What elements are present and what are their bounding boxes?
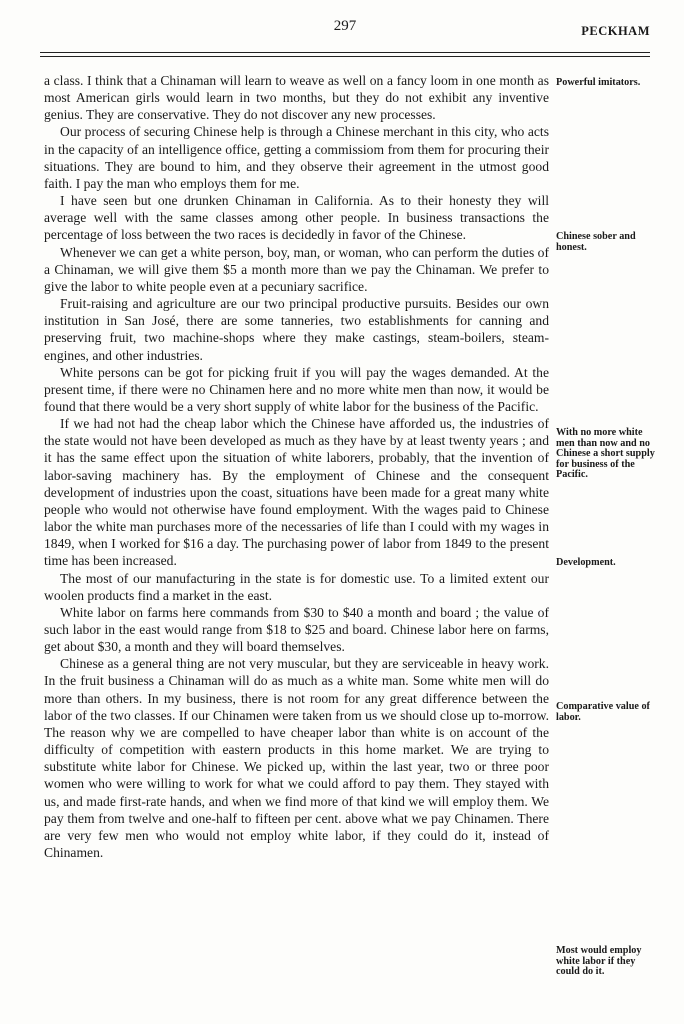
paragraph: White persons can be got for picking fruit if you will pay the wages demanded. At the present time, if there were no Chinamen here and no more white men than now, it would be found that there would be a very short supply of white labor for the business of the Pacific. (44, 364, 549, 414)
paragraph: Whenever we can get a white person, boy, man, or woman, who can perform the duties of a Chinaman, we will give them $5 a month more than we pay the Chinaman. We prefer to give the labor to white people even at a pecuniary sacrifice. (44, 244, 549, 294)
sidenote: Powerful imitators. (556, 77, 641, 88)
sidenote: Comparative value of labor. (556, 701, 650, 723)
paragraph: Fruit-raising and agriculture are our two principal productive pursuits. Besides our own institution in San José, there are some tanneries, two establishments for canning and preserving fruit, two machine-shops where they make castings, steam-boilers, steam-engines, and other industries. (44, 296, 549, 363)
paragraph: Our process of securing Chinese help is through a Chinese merchant in this city, who acts in the capacity of an intelligence office, getting a commissiom from them for procuring their situations. They are bound to him, and they observe their agreement in the utmost good faith. I pay the man who employs them for me. (44, 124, 549, 191)
paragraph: a class. I think that a Chinaman will learn to weave as well on a fancy loom in one month as most American girls would learn in two months, but they do not exhibit any inventive genius. They are conservative. They do not discover any new processes. (44, 73, 549, 123)
running-head: PECKHAM (581, 24, 650, 38)
sidenote: Most would employ white labor if they could do it. (556, 945, 642, 978)
body-text (44, 72, 549, 861)
header-rule-thin (40, 56, 650, 57)
paragraph: White labor on farms here commands from $30 to $40 a month and board ; the value of such labor in the east would range from $18 to $25 and board. Chinese labor here on farms, get about $30, a month and they will board themselves. (44, 604, 549, 655)
paragraph: Chinese as a general thing are not very muscular, but they are serviceable in heavy work. In the fruit business a Chinaman will do as much as a white man. Some white men will do more than others. In my business, there is not room for any great difference between the labor of the two classes. If our Chinamen were taken from us we should close up to-morrow. The reason why we are compelled to have cheaper labor than white is on account of the difficulty of competition with eastern products in this home market. We are trying to substitute white labor for Chinese. We picked up, within the last year, two or three poor women who were willing to work for what we could afford to pay them. They stayed with us, and made first-rate hands, and when we find more of that kind we will employ them. We pay them from twelve and one-half to fifteen per cent. above what we pay Chinamen. There are very few men who would not employ white labor, if they could do it, instead of Chinamen. (44, 656, 549, 861)
page-number: 297 (333, 18, 357, 34)
sidenote: Development. (556, 557, 616, 568)
sidenote: With no more white men than now and no Chinese a short supply for business of the Pacific. (556, 427, 655, 481)
page-header (40, 18, 650, 48)
paragraph: If we had not had the cheap labor which the Chinese have afforded us, the industries of the state would not have been developed as much as they have by at least twenty years ; and it has the same effect upon the situation of white laborers, probably, that the invention of labor-saving machinery has. By the employment of Chinese and the consequent development of industries upon the coast, situations have been made for a great many white people who would not otherwise have found employment. With the wages paid to Chinese labor the white man purchases more of the necessaries of life than I could with my wages in 1849, when I worked for $16 a day. The purchasing power of labor from 1849 to the present time has been increased. (44, 416, 549, 569)
paragraph: I have seen but one drunken Chinaman in California. As to their honesty they will average well with the same classes among other people. In business transactions the percentage of loss between the two races is decidedly in favor of the Chinese. (44, 193, 549, 243)
sidenote: Chinese sober and honest. (556, 231, 636, 253)
paragraph: The most of our manufacturing in the state is for domestic use. To a limited extent our woolen products find a market in the east. (44, 570, 549, 603)
header-rule-thick (40, 52, 650, 53)
